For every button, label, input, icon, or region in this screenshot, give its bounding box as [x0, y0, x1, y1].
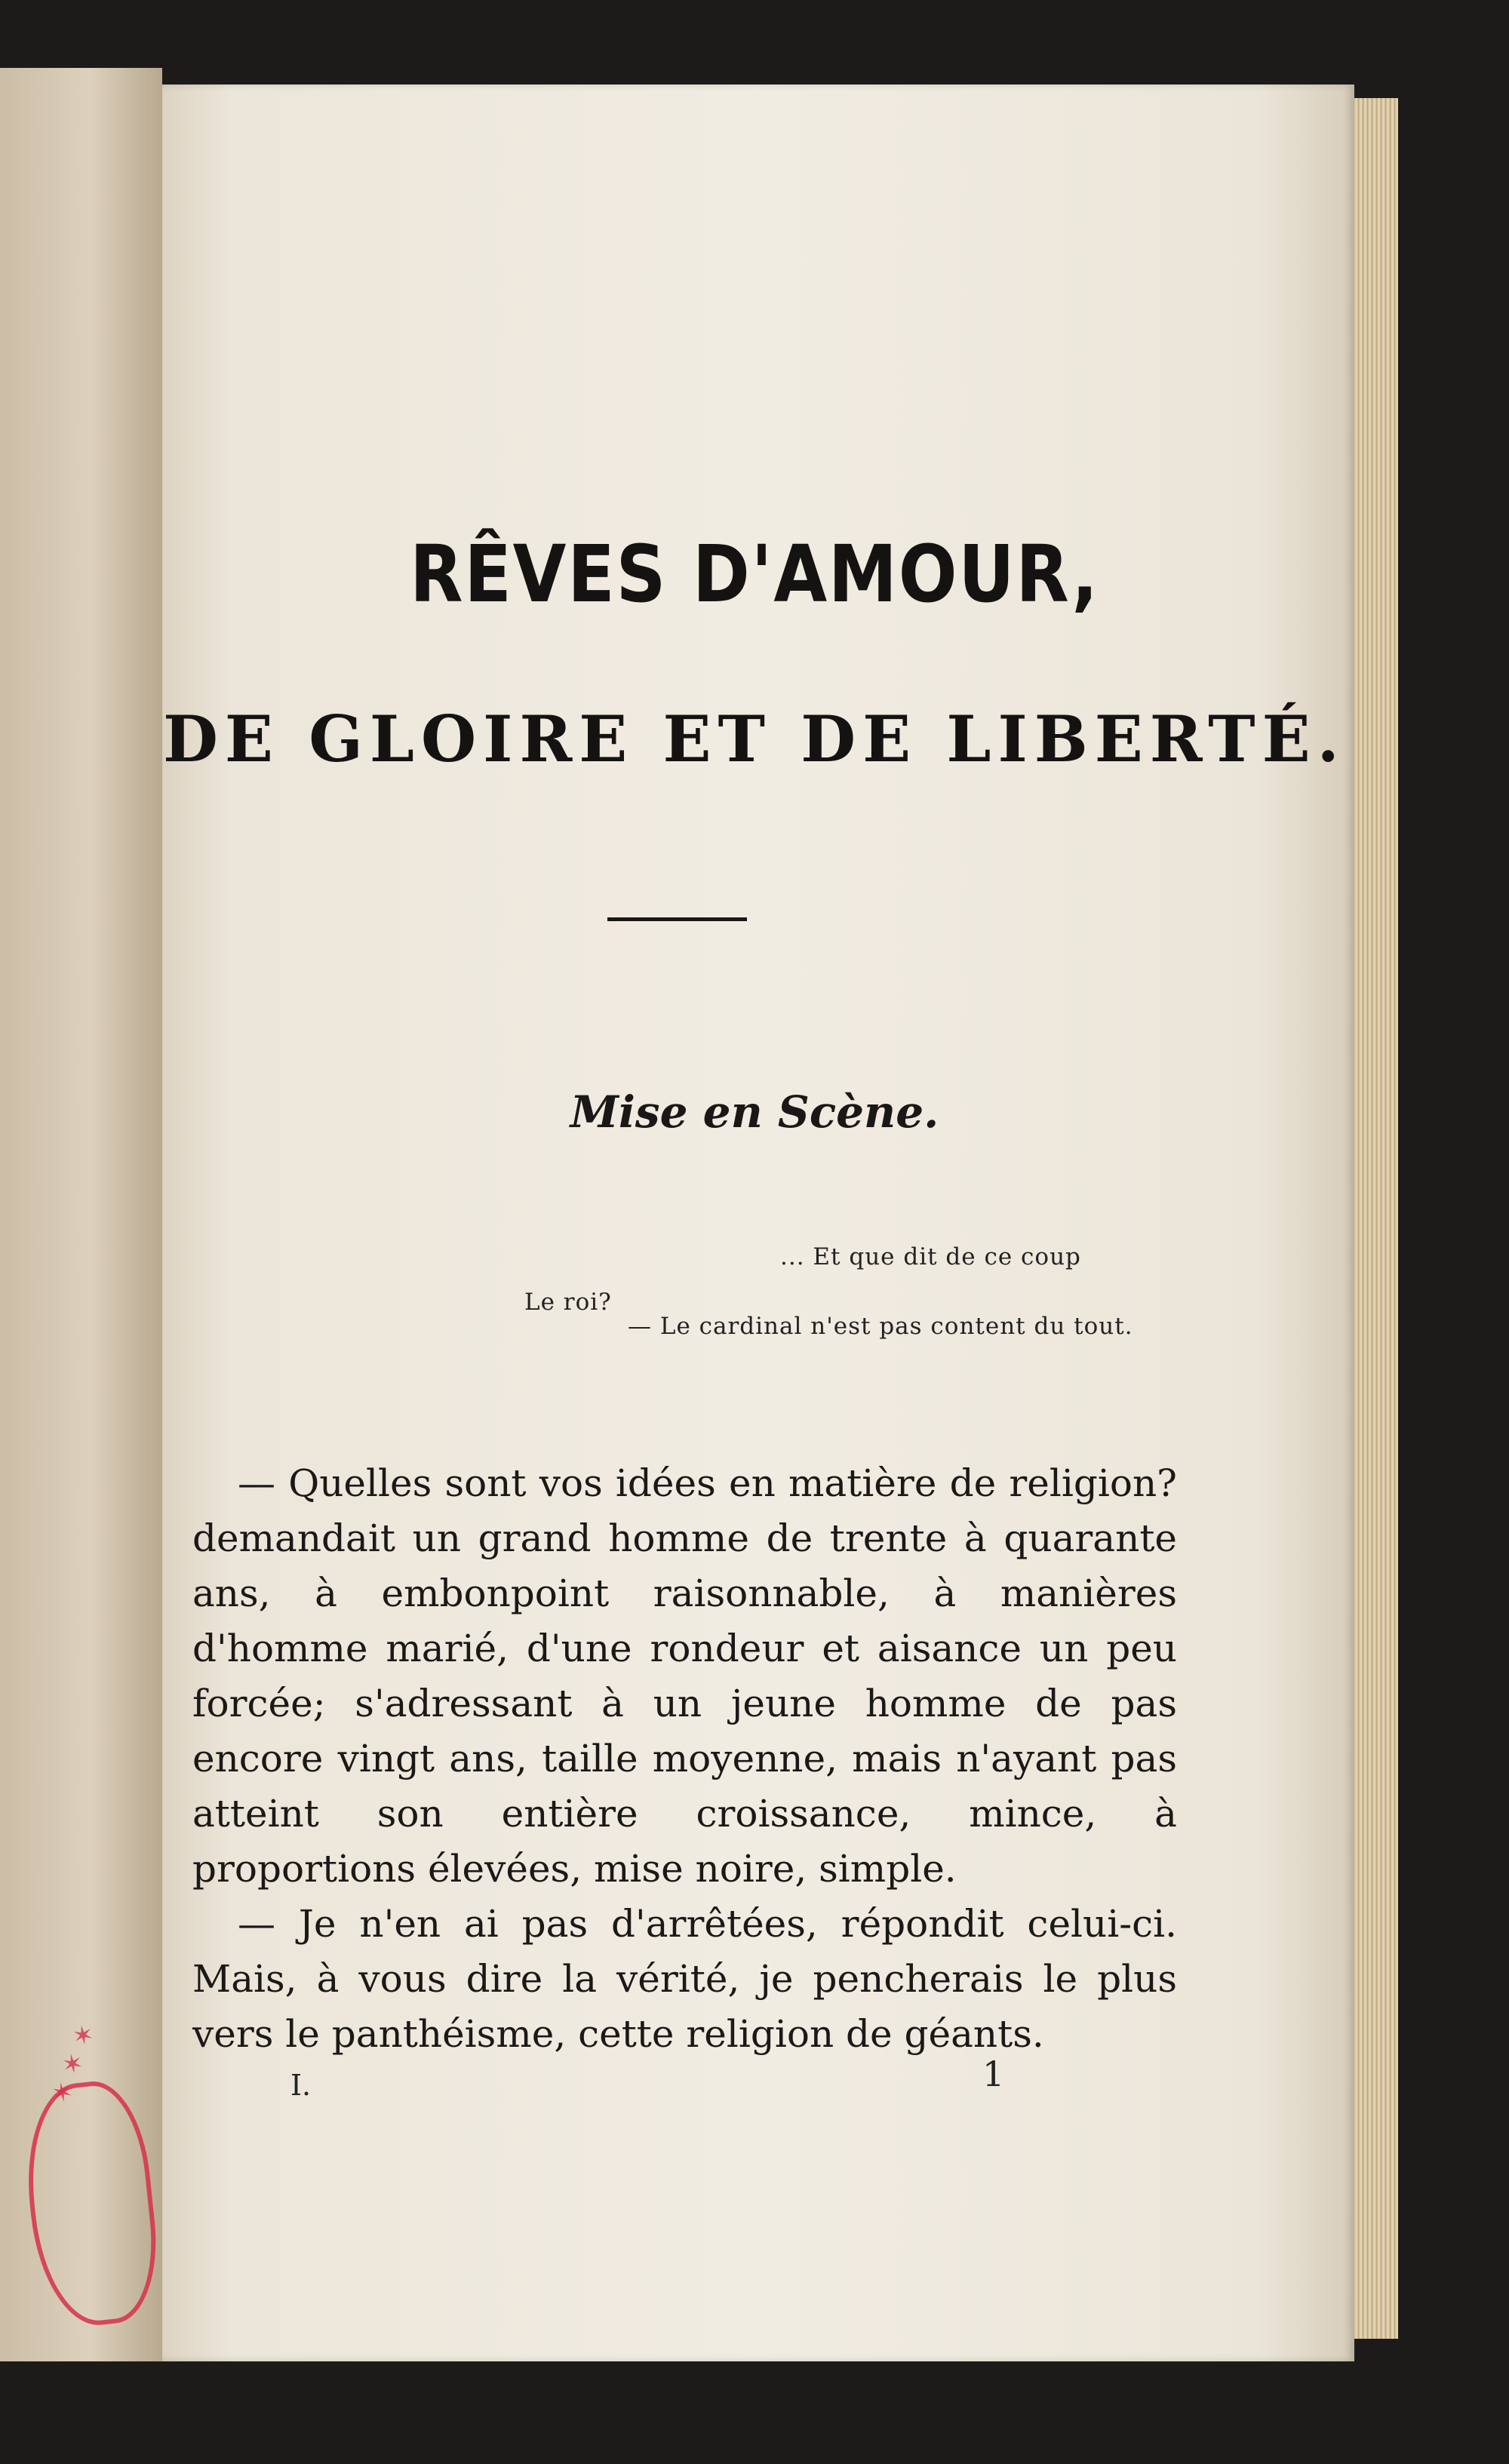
epigraph-line-3: — Le cardinal n'est pas content du tout. [628, 1313, 1133, 1340]
library-stamp-mark: ✶ ✶ ✶ [45, 2020, 102, 2108]
paragraph-1: — Quelles sont vos idées en matière de religion? demandait un grand homme de trente à quarante ans, à embonpoint raisonnable, à manières d'homme marié, d'une rondeur et aisance un peu forcée; s'adressant à un jeune homme de pas encore vingt ans, taille moyenne, mais n'ayant pas atteint son entière croissance, mince, à proportions élevées, mise noire, simple. [192, 1461, 1177, 1891]
facing-page [0, 68, 162, 2361]
title-line-1: RÊVES D'AMOUR, [410, 528, 1099, 620]
page-edges [1354, 98, 1398, 2339]
page-number: 1 [982, 2054, 1005, 2094]
body-text [192, 1456, 1177, 2062]
title-rule [607, 917, 747, 921]
title-line-2: DE GLOIRE ET DE LIBERTÉ. [163, 702, 1346, 776]
signature-mark: I. [290, 2069, 312, 2102]
section-heading: Mise en Scène. [570, 1086, 939, 1138]
paragraph-2: — Je n'en ai pas d'arrêtées, répondit celui-ci. Mais, à vous dire la vérité, je pencherais le plus vers le panthéisme, cette religion de géants. [192, 1902, 1177, 2056]
epigraph-line-1: ... Et que dit de ce coup [780, 1243, 1081, 1270]
epigraph-line-2: Le roi? [524, 1289, 612, 1316]
